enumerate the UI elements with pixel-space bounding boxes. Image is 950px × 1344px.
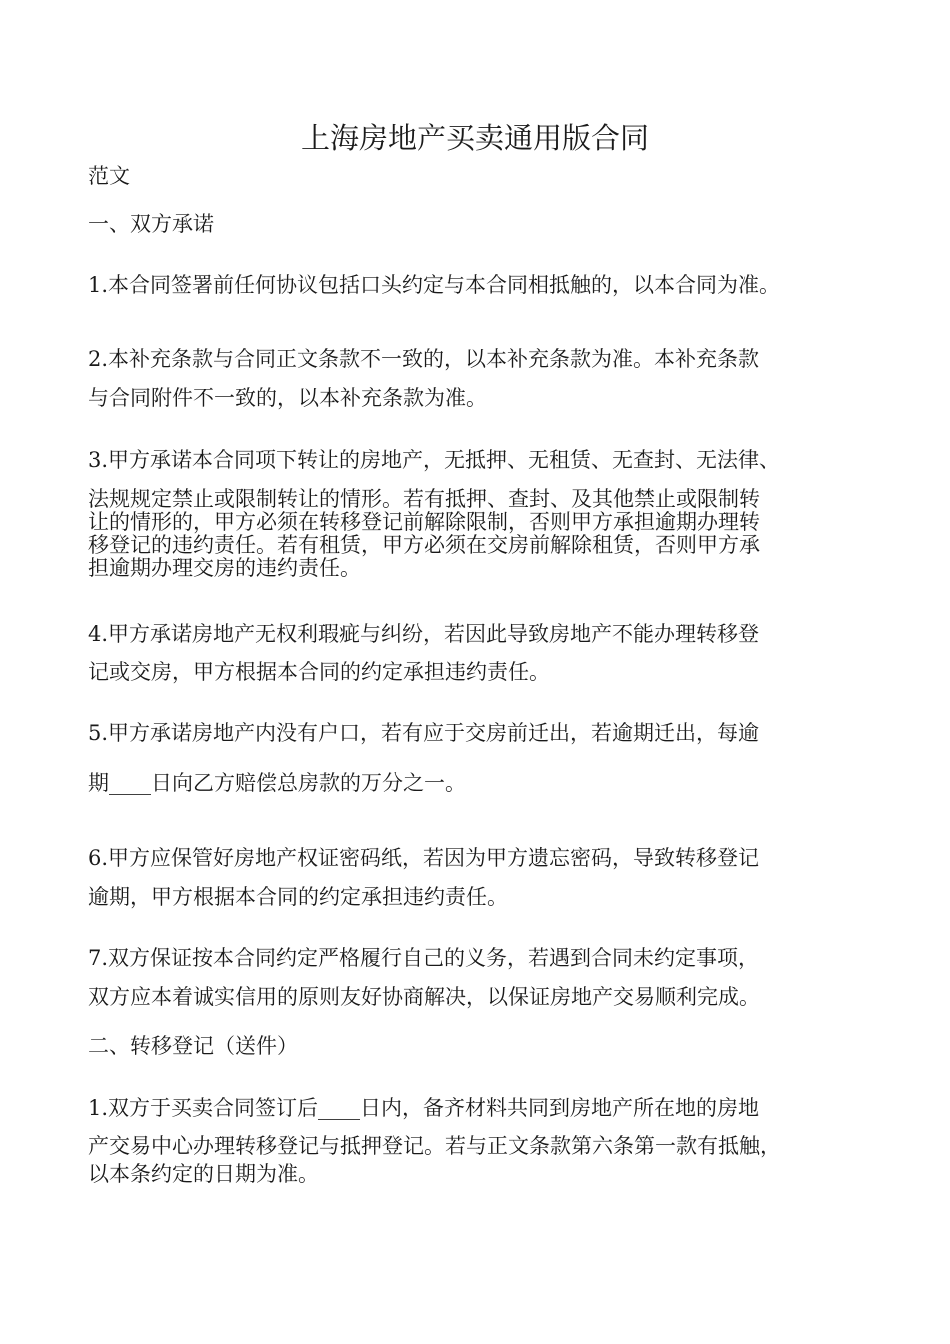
paragraph-1-5-line-2: 期____日向乙方赔偿总房款的万分之一。 xyxy=(88,771,466,795)
paragraph-2-1-line-2: 产交易中心办理转移登记与抵押登记。若与正文条款第六条第一款有抵触， xyxy=(88,1134,781,1158)
paragraph-1-3-line-1: 3.甲方承诺本合同项下转让的房地产，无抵押、无租赁、无查封、无法律、 xyxy=(88,448,781,472)
paragraph-2-1-line-3: 以本条约定的日期为准。 xyxy=(88,1162,319,1186)
paragraph-1-3-body xyxy=(88,488,868,580)
paragraph-1-2-line-1: 2.本补充条款与合同正文条款不一致的，以本补充条款为准。本补充条款 xyxy=(88,347,760,371)
paragraph-1-3-line-5: 担逾期办理交房的违约责任。 xyxy=(88,556,361,580)
paragraph-1-4-line-1: 4.甲方承诺房地产无权利瑕疵与纠纷，若因此导致房地产不能办理转移登 xyxy=(88,622,760,646)
subtitle: 范文 xyxy=(88,164,130,188)
document-title: 上海房地产买卖通用版合同 xyxy=(300,121,649,155)
paragraph-1-6-line-1: 6.甲方应保管好房地产权证密码纸，若因为甲方遗忘密码，导致转移登记 xyxy=(88,846,760,870)
section-heading-1: 一、双方承诺 xyxy=(88,212,214,236)
paragraph-2-1-line-1: 1.双方于买卖合同签订后____日内，备齐材料共同到房地产所在地的房地 xyxy=(88,1096,760,1120)
paragraph-1-7-line-1: 7.双方保证按本合同约定严格履行自己的义务，若遇到合同未约定事项， xyxy=(88,946,760,970)
paragraph-1-3-line-3: 让的情形的，甲方必须在转移登记前解除限制，否则甲方承担逾期办理转 xyxy=(88,510,760,534)
paragraph-1-2-line-2: 与合同附件不一致的，以本补充条款为准。 xyxy=(88,386,487,410)
paragraph-1-7-line-2: 双方应本着诚实信用的原则友好协商解决，以保证房地产交易顺利完成。 xyxy=(88,985,760,1009)
paragraph-1-4-line-2: 记或交房，甲方根据本合同的约定承担违约责任。 xyxy=(88,660,550,684)
paragraph-1-3-line-2: 法规规定禁止或限制转让的情形。若有抵押、查封、及其他禁止或限制转 xyxy=(88,487,760,511)
paragraph-1-3-line-4: 移登记的违约责任。若有租赁，甲方必须在交房前解除租赁，否则甲方承 xyxy=(88,533,760,557)
paragraph-1-5-line-1: 5.甲方承诺房地产内没有户口，若有应于交房前迁出，若逾期迁出，每逾 xyxy=(88,721,760,745)
paragraph-1-6-line-2: 逾期，甲方根据本合同的约定承担违约责任。 xyxy=(88,885,508,909)
section-heading-2: 二、转移登记（送件） xyxy=(88,1034,298,1058)
paragraph-1-1: 1.本合同签署前任何协议包括口头约定与本合同相抵触的，以本合同为准。 xyxy=(88,273,781,297)
